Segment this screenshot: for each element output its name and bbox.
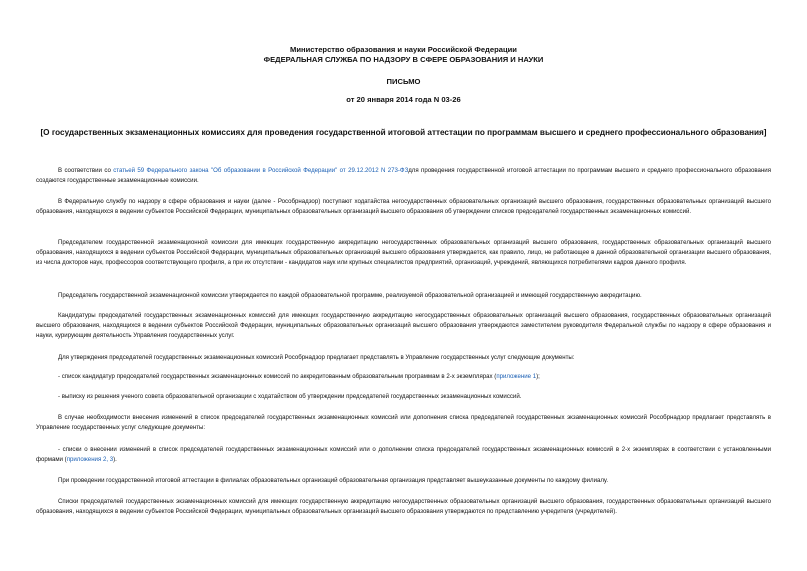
paragraph-7 xyxy=(36,372,771,382)
paragraph-4: Председатель государственной экзаменационной комиссии утверждается по каждой образовательной программе, реализуемой образовательной организацией и имеющей государственную аккредитацию. xyxy=(58,292,642,299)
paragraph-text: - списки о внесении изменений в список председателей государственных экзаменационных комиссий или о дополнении списка председателей государственных экзаменационных комиссий в 2-х экземплярах в соответствии с установленными формами ( xyxy=(36,446,771,463)
ministry-name: Министерство образования и науки Российской Федерации xyxy=(290,45,517,54)
paragraph-3: Председателем государственной экзаменационной комиссии для имеющих государственную аккредитацию негосударственных образовательных организаций высшего образования, государственных образовательных организаций высшего образования, находящихся в ведении субъектов Российской Федерации, муниципальных образовательных организаций высшего образования утверждается, как правило, лицо, не работающее в данной образовательной организации высшего образования, из числа докторов наук, профессоров соответствующего профиля, а при их отсутствии - кандидатов наук или крупных специалистов предприятий, организаций, учреждений, являющихся потребителями кадров данного профиля. xyxy=(36,239,771,266)
service-name: ФЕДЕРАЛЬНАЯ СЛУЖБА ПО НАДЗОРУ В СФЕРЕ ОБРАЗОВАНИЯ И НАУКИ xyxy=(263,55,544,64)
document-title: [О государственных экзаменационных комиссиях для проведения государственной итоговой аттестации по программам высшего и среднего профессионального образования] xyxy=(40,128,767,137)
paragraph-text: ). xyxy=(113,456,117,463)
paragraph-2: В Федеральную службу по надзору в сфере образования и науки (далее - Рособрнадзор) поступают ходатайства негосударственных образовательных организаций высшего образования, государственных образовательных организаций высшего образования, находящихся в ведении субъектов Российской Федерации, муниципальных образовательных организаций высшего образования об утверждении списков председателей государственных экзаменационных комиссий. xyxy=(36,198,771,215)
law-article-link[interactable]: статьей 59 Федерального закона "Об образовании в Российской Федерации" от 29.12.2012 N 273-ФЗ xyxy=(113,167,409,174)
paragraph-6: Для утверждения председателей государственных экзаменационных комиссий Рособрнадзор предлагает представлять в Управление государственных услуг следующие документы: xyxy=(58,354,575,361)
paragraph-10 xyxy=(36,445,771,465)
paragraph-8: - выписку из решения ученого совета образовательной организации с ходатайством об утверждении председателей государственных экзаменационных комиссий. xyxy=(58,393,522,400)
paragraph-text: для проведения государственной итоговой аттестации по программам высшего и среднего профессионального образования создаются государственные экзаменационные комиссии. xyxy=(36,167,771,184)
document-header xyxy=(0,45,807,65)
paragraph-5: Кандидатуры председателей государственных экзаменационных комиссий для имеющих государственную аккредитацию негосударственных образовательных организаций высшего образования, государственных образовательных организаций высшего образования, находящихся в ведении субъектов Российской Федерации, муниципальных образовательных организаций высшего образования утверждаются заместителем руководителя Федеральной службы по надзору в сфере образования и науки, курирующим деятельность Управления государственных услуг. xyxy=(36,312,771,339)
paragraph-12: Списки председателей государственных экзаменационных комиссий для имеющих государственную аккредитацию негосударственных образовательных организаций высшего образования, государственных образовательных организаций высшего образования, находящихся в ведении субъектов Российской Федерации, муниципальных образовательных организаций высшего образования утверждаются по представлению учредителя (учредителей). xyxy=(36,498,771,515)
paragraph-text: ); xyxy=(536,373,540,380)
appendix-1-link[interactable]: приложение 1 xyxy=(496,373,537,380)
document-date-number: от 20 января 2014 года N 03-26 xyxy=(346,95,461,104)
document-type: ПИСЬМО xyxy=(386,77,421,86)
paragraph-text: - список кандидатур председателей государственных экзаменационных комиссий по аккредитованным образовательным программам в 2-х экземплярах ( xyxy=(58,373,497,380)
appendix-2-3-link[interactable]: приложения 2, 3 xyxy=(66,456,114,463)
paragraph-11: При проведении государственной итоговой аттестации в филиалах образовательных организаций образовательная организация представляет вышеуказанные документы по каждому филиалу. xyxy=(58,477,609,484)
paragraph-9: В случае необходимости внесения изменений в список председателей государственных экзаменационных комиссий или дополнения списка председателей государственных экзаменационных комиссий Рособрнадзор предлагает представлять в Управление государственных услуг следующие документы: xyxy=(36,414,771,431)
paragraph-text: В соответствии со xyxy=(58,167,114,174)
paragraph-1 xyxy=(36,166,771,186)
